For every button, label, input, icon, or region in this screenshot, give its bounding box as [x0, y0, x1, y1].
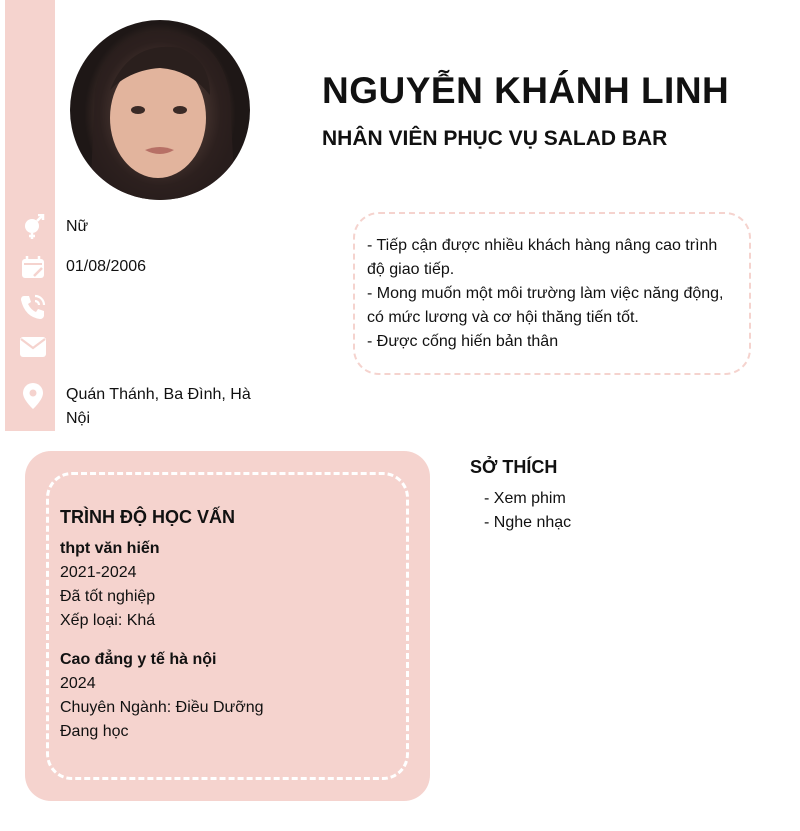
education-section — [25, 451, 430, 801]
dob-value: 01/08/2006 — [66, 258, 147, 275]
school-detail: Đang học — [60, 723, 129, 740]
hobby-item: - Xem phim — [484, 490, 566, 507]
objective-line: - Tiếp cận được nhiều khách hàng nâng cao trình độ giao tiếp. — [367, 237, 718, 278]
hobbies-section — [470, 455, 571, 535]
school-years: 2021-2024 — [60, 564, 137, 581]
hobby-item: - Nghe nhạc — [484, 514, 572, 531]
objective-line: - Mong muốn một môi trường làm việc năng động, có mức lương và cơ hội thăng tiến tốt. — [367, 285, 724, 326]
hobbies-heading: SỞ THÍCH — [470, 457, 558, 477]
avatar — [70, 20, 250, 200]
job-title: NHÂN VIÊN PHỤC VỤ SALAD BAR — [322, 127, 668, 150]
school-years: 2024 — [60, 675, 96, 692]
school-name: thpt văn hiến — [60, 540, 160, 557]
phone-icon — [18, 292, 48, 322]
full-name: NGUYỄN KHÁNH LINH — [322, 70, 730, 111]
school-detail: Chuyên Ngành: Điều Dưỡng — [60, 699, 264, 716]
school-detail: Đã tốt nghiệp — [60, 588, 156, 605]
school-name: Cao đẳng y tế hà nội — [60, 651, 217, 668]
school-detail: Xếp loại: Khá — [60, 612, 156, 629]
profile-photo — [70, 20, 250, 200]
education-heading: TRÌNH ĐỘ HỌC VẤN — [60, 507, 235, 527]
career-objective — [353, 212, 751, 375]
address-value: Quán Thánh, Ba Đình, Hà Nội — [66, 386, 251, 427]
gender-icon — [18, 212, 48, 242]
email-icon — [18, 332, 48, 362]
calendar-icon — [18, 252, 48, 282]
gender-value: Nữ — [66, 218, 89, 235]
location-icon — [18, 381, 48, 411]
objective-line: - Được cống hiến bản thân — [367, 333, 559, 350]
